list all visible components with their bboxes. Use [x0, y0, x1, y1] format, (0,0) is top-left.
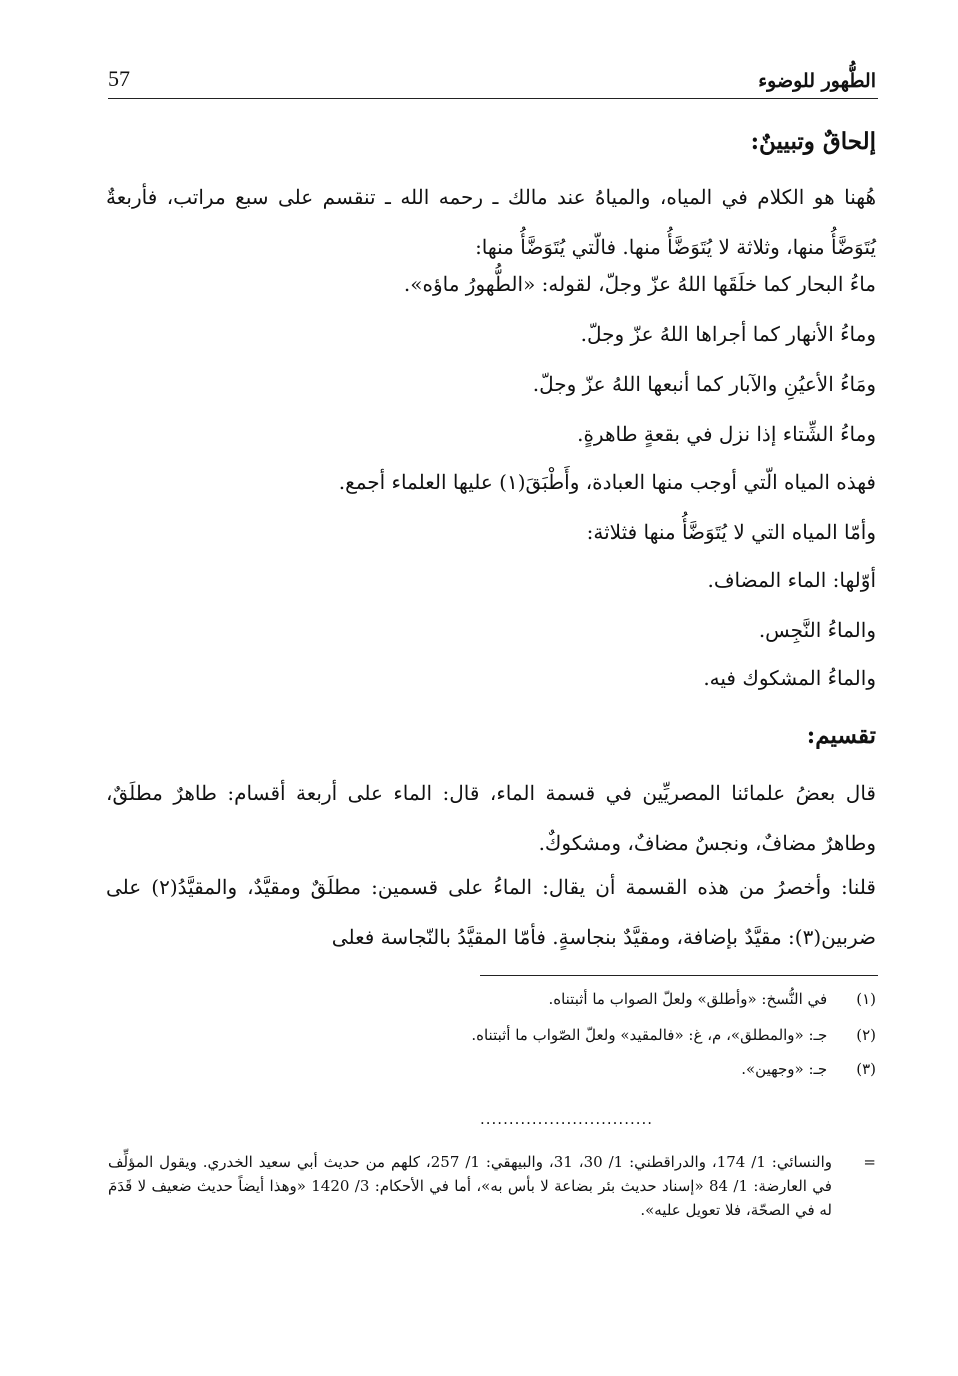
- footnote-text: في النُّسخ: «وأطلق» ولعلّ الصواب ما أثبتناه.: [548, 990, 828, 1008]
- intro-paragraph: هُهنا هو الكلام في المياه، والمياهُ عند مالك ـ رحمه الله ـ تنقسم على سبع مراتب، فأربعةٌ يُتَوَضَّأُ منها، وثلاثة لا يُتَوَضَّأُ منها. فالّتي يُتَوَضَّأُ منها:: [106, 185, 876, 259]
- footnote-text: جـ: «والمطلق»، م، غ: «فالمقيد» ولعلّ الصّواب ما أثبتناه.: [471, 1026, 828, 1044]
- footnote-number: (٢): [856, 1026, 876, 1044]
- footnote: [548, 990, 876, 1008]
- text-line: وماءُ الشِّتاء إذا نزل في بقعةٍ طاهرةٍ.: [577, 422, 876, 446]
- dotted-separator: ..............................: [480, 1110, 654, 1128]
- running-title: الطُّهور للوضوء: [758, 70, 876, 92]
- text-line: أوّلها: الماء المضاف.: [707, 568, 876, 592]
- text-line: وماءُ الأنهار كما أجراها اللهُ عزّ وجلّ.: [580, 322, 876, 346]
- text-line: والماءُ النَّجِس.: [758, 618, 876, 642]
- section-heading-taqsim: تقسيم:: [806, 722, 876, 749]
- paragraph-qulna: قلنا: وأخصرُ من هذه القسمة أن يقال: الماءُ على قسمين: مطلَقٌ ومقيَّدٌ، والمقيَّدُ(٢) على ضربين(٣): مقيَّدٌ بإضافة، ومقيَّدٌ بنجاسةٍ. فأمّا المقيَّدُ بالنّجاسة فعلى: [106, 875, 876, 949]
- text-line: والماءُ المشكوك فيه.: [703, 666, 876, 690]
- continuation-mark: =: [863, 1153, 876, 1171]
- text-line: وأمّا المياه التي لا يُتَوَضَّأُ منها فثلاثة:: [586, 520, 876, 544]
- text-line: ماءُ البحار كما خلَقَها اللهُ عزّ وجلّ، لقوله: «الطُّهورُ ماؤه».: [403, 272, 876, 296]
- continued-footnote-text: والنسائي: 1/ 174، والدراقطني: 1/ 30، 31، والبيهقي: 1/ 257، كلهم من حديث أبي سعيد الخدري. ويقول المؤلِّف في العارضة: 1/ 84 «إسناد حديث بئر بضاعة لا بأس به»، أما في الأحكام: 3/ 1420 «وهذا أيضاً حديث ضعيف لا قَدَمَ له في الصحّة، فلا تعويل عليه».: [108, 1153, 832, 1219]
- header-rule: [108, 98, 878, 99]
- footnote: [741, 1060, 876, 1078]
- paragraph-division: قال بعضُ علمائنا المصريِّين في قسمة الماء، قال: الماء على أربعة أقسام: طاهرٌ مطلَقٌ، وطاهرٌ مضافٌ، ونجسٌ مضافٌ، ومشكوكٌ.: [106, 781, 876, 855]
- footnote-number: (٣): [856, 1060, 876, 1078]
- section-heading-ilhaq: إلحاقٌ وتبيينٌ:: [750, 128, 876, 155]
- footnote-rule: [480, 975, 878, 976]
- text-line: فهذه المياه الّتي أوجب منها العبادة، وأَطْبَقَ(١) عليها العلماء أجمع.: [338, 470, 876, 494]
- text-line: ومَاءُ الأعيُنِ والآبار كما أنبعها اللهُ عزّ وجلّ.: [532, 372, 876, 396]
- footnote-number: (١): [856, 990, 876, 1008]
- footnote: [471, 1026, 876, 1044]
- footnote-text: جـ: «وجهين».: [741, 1060, 828, 1078]
- continued-footnote: [108, 1150, 876, 1222]
- page-number: 57: [108, 66, 130, 91]
